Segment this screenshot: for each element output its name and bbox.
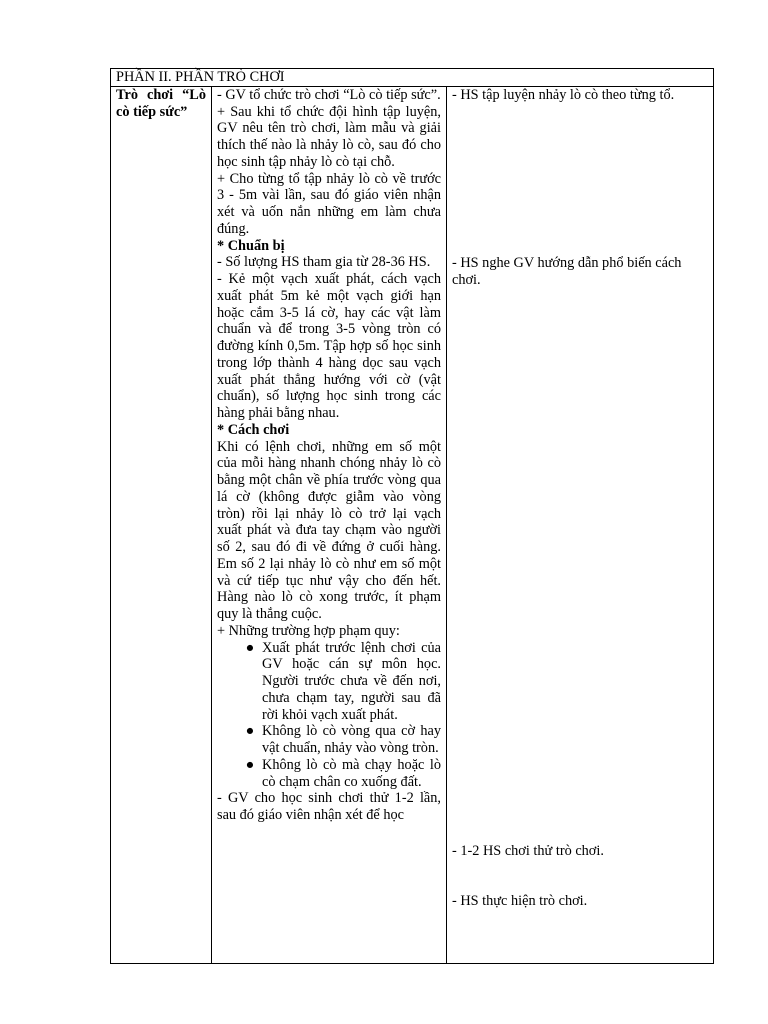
content-paragraph: - GV cho học sinh chơi thử 1-2 lần, sau đó giáo viên nhận xét để học <box>217 790 441 823</box>
content-paragraph: + Những trường hợp phạm quy: <box>217 622 400 639</box>
student-note: - 1-2 HS chơi thử trò chơi. <box>452 842 604 859</box>
content-paragraph: - Số lượng HS tham gia từ 28-36 HS. <box>217 254 431 271</box>
content-paragraph: Khi có lệnh chơi, những em số một của mỗi hàng nhanh chóng nhảy lò cò bằng một chân về phía trước vòng qua lá cờ (không được giẫm vào vòng tròn) rồi lại nhảy lò cò trở lại vạch xuất phát và đưa tay chạm vào người số 2, sau đó đi về đứng ở cuối hàng. Em số 2 lại nhảy lò cò như em số một và cứ tiếp tục như vậy cho đến hết. Hàng nào lò cò xong trước, ít phạm quy là thắng cuộc. <box>217 438 441 622</box>
student-activity-cell <box>447 86 714 963</box>
bullet-icon: ● <box>245 756 255 773</box>
content-paragraph: + Cho từng tổ tập nhảy lò cò về trước 3 - 5m vài lần, sau đó giáo viên nhận xét và uốn nắn những em làm chưa đúng. <box>217 170 441 237</box>
teacher-content-cell <box>212 86 447 963</box>
bullet-icon: ● <box>245 639 255 656</box>
lesson-table <box>110 68 714 964</box>
list-item: ● Không lò cò vòng qua cờ hay vật chuẩn, nhảy vào vòng tròn. <box>262 723 441 757</box>
student-note: - HS thực hiện trò chơi. <box>452 892 588 909</box>
content-paragraph: - Kẻ một vạch xuất phát, cách vạch xuất phát 5m kẻ một vạch giới hạn hoặc cắm 3-5 lá cờ, hay các vật làm chuẩn và để trong 3-5 vòng tròn có đường kính 0,5m. Tập hợp số học sinh trong lớp thành 4 hàng dọc sau vạch xuất phát thẳng hướng với cờ (vật chuẩn), số lượng học sinh trong các hàng phải bằng nhau. <box>217 271 441 421</box>
list-item: ● Xuất phát trước lệnh chơi của GV hoặc cán sự môn học. Người trước chưa về đến nơi, chưa chạm tay, người sau đã rời khỏi vạch xuất phát. <box>262 640 441 724</box>
subheading-how-to-play: * Cách chơi <box>217 421 290 438</box>
student-note: - HS nghe GV hướng dẫn phổ biến cách chơi. <box>452 254 682 288</box>
bullet-icon: ● <box>245 723 255 740</box>
content-paragraph: + Sau khi tổ chức đội hình tập luyện, GV nêu tên trò chơi, làm mẫu và giải thích thế nào là nhảy lò cò, sau đó cho học sinh tập nhảy lò cò tại chỗ. <box>217 103 441 170</box>
activity-name-cell <box>111 86 212 963</box>
content-paragraph: - GV tổ chức trò chơi “Lò cò tiếp sức”. <box>217 86 441 103</box>
subheading-preparation: * Chuẩn bị <box>217 237 285 254</box>
list-item: ● Không lò cò mà chạy hoặc lò cò chạm chân co xuống đất. <box>262 757 441 791</box>
section-header-row <box>111 69 714 87</box>
student-note: - HS tập luyện nhảy lò cò theo từng tổ. <box>452 86 675 103</box>
violation-list <box>217 640 441 791</box>
table-row <box>111 86 714 963</box>
section-title: PHẦN II. PHẦN TRÒ CHƠI <box>111 69 714 87</box>
activity-name: Trò chơi “Lò cò tiếp sức” <box>116 86 206 120</box>
